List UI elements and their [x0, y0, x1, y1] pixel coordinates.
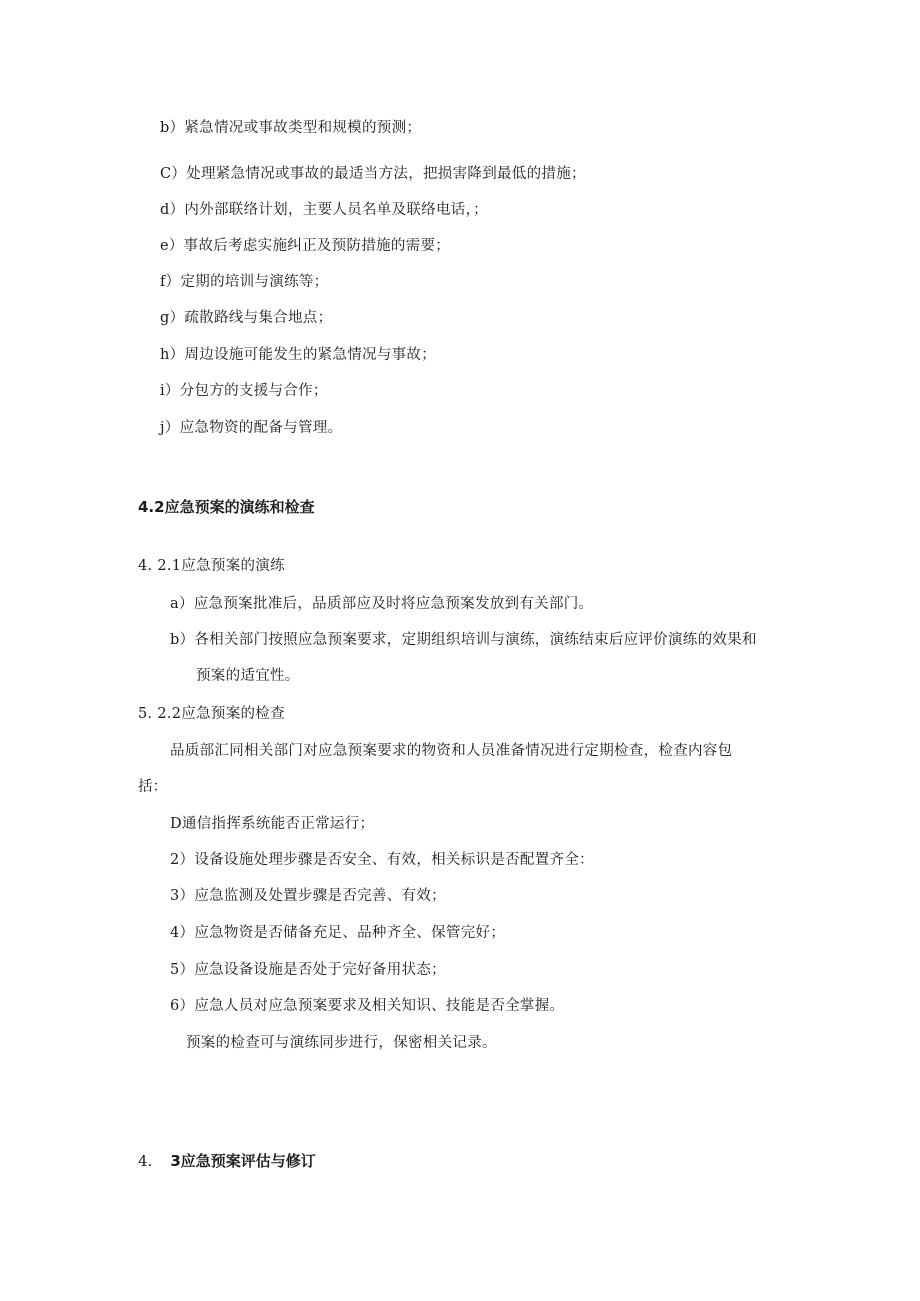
- check-item-4: 4）应急物资是否储备充足、品种齐全、保管完好；: [170, 925, 506, 941]
- list-item-e: e）事故后考虑实施纠正及预防措施的需要；: [160, 238, 451, 254]
- check-intro-line2: 括：: [138, 779, 168, 795]
- list-item-h: h）周边设施可能发生的紧急情况与事故；: [160, 347, 437, 363]
- check-item-5: 5）应急设备设施是否处于完好备用状态；: [170, 962, 446, 978]
- check-closing-note: 预案的检查可与演练同步进行，保密相关记录。: [186, 1035, 497, 1051]
- section-heading-4-3: [138, 1151, 316, 1171]
- section-number-4: 4.: [138, 1152, 153, 1170]
- check-item-6: 6）应急人员对应急预案要求及相关知识、技能是否全掌握。: [170, 998, 565, 1014]
- list-item-g: g）疏散路线与集合地点；: [160, 310, 333, 326]
- subsection-title-4-2-2: 5. 2.2应急预案的检查: [138, 706, 285, 722]
- list-item-d: d）内外部联络计划，主要人员名单及联络电话，；: [160, 202, 488, 218]
- check-item-1: D通信指挥系统能否正常运行；: [170, 816, 375, 832]
- section-heading-4-2: 4.2应急预案的演练和检查: [138, 498, 315, 516]
- drill-item-b-line2: 预案的适宜性。: [196, 668, 300, 684]
- drill-item-a: a）应急预案批准后，品质部应及时将应急预案发放到有关部门。: [170, 596, 594, 612]
- list-item-i: i）分包方的支援与合作；: [160, 383, 328, 399]
- drill-item-b-line1: b）各相关部门按照应急预案要求，定期组织培训与演练，演练结束后应评价演练的效果和: [170, 632, 757, 648]
- list-item-c: C）处理紧急情况或事故的最适当方法，把损害降到最低的措施；: [160, 166, 586, 182]
- section-title-4-3: 3应急预案评估与修订: [170, 1152, 316, 1170]
- list-item-j: j）应急物资的配备与管理。: [160, 420, 343, 436]
- subsection-title-4-2-1: 4. 2.1应急预案的演练: [138, 558, 285, 574]
- check-item-3: 3）应急监测及处置步骤是否完善、有效；: [170, 888, 446, 904]
- list-item-b: b）紧急情况或事故类型和规模的预测；: [160, 120, 422, 136]
- check-item-2: 2）设备设施处理步骤是否安全、有效，相关标识是否配置齐全：: [170, 852, 594, 868]
- check-intro-line1: 品质部汇同相关部门对应急预案要求的物资和人员准备情况进行定期检查，检查内容包: [170, 743, 733, 759]
- list-item-f: f）定期的培训与演练等；: [160, 274, 329, 290]
